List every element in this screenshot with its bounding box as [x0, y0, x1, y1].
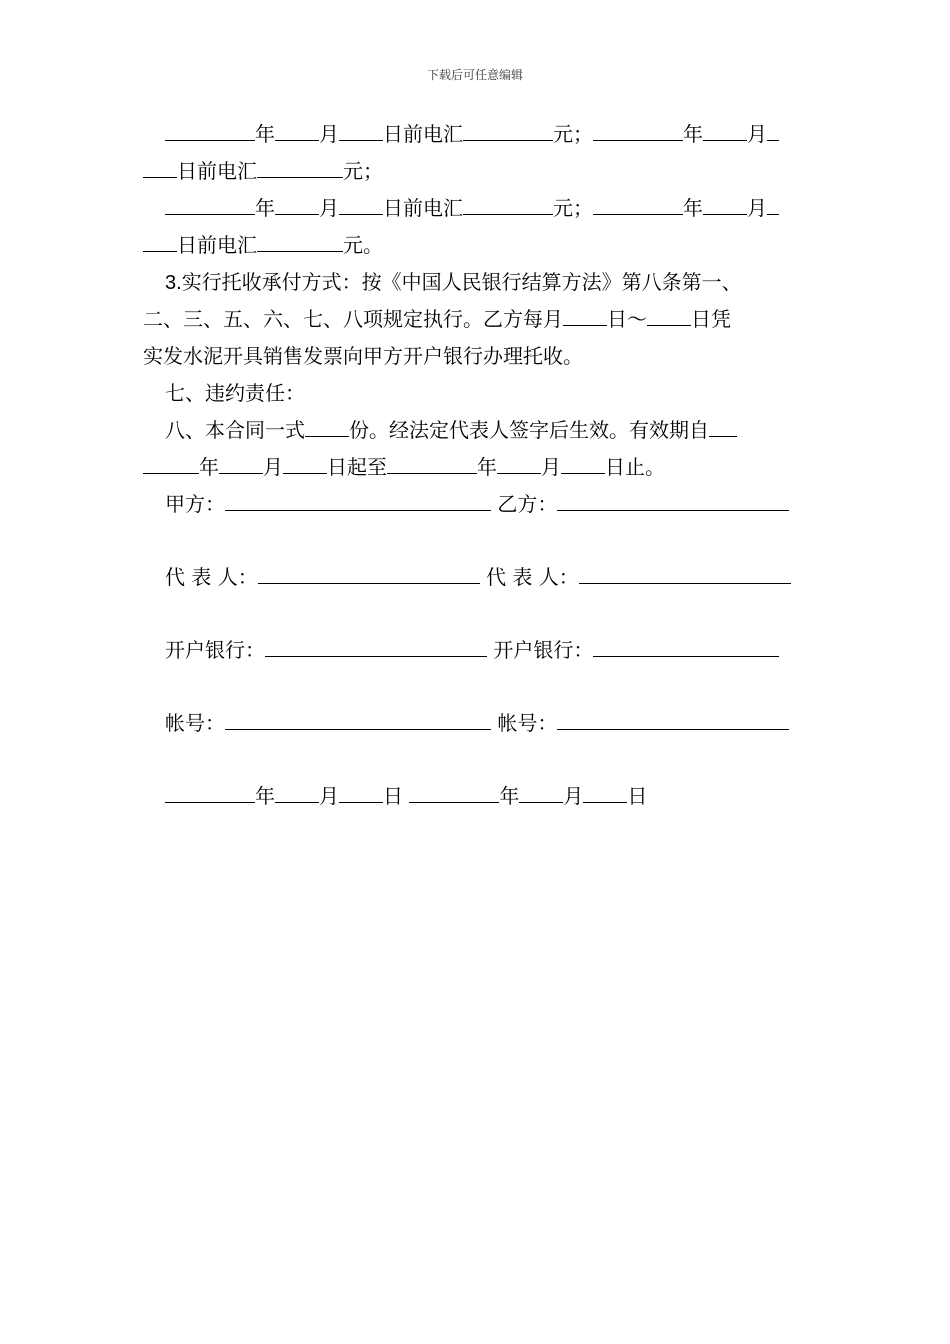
blank-field	[165, 801, 255, 803]
clause-3-line-2: 二、三、五、六、七、八项规定执行。乙方每月 日～ 日凭	[143, 307, 731, 331]
clause-3-line-1: 3.实行托收承付方式：按《中国人民银行结算方法》第八条第一、	[165, 270, 742, 294]
blank-field	[563, 324, 607, 326]
party-line	[143, 486, 813, 559]
blank-field	[703, 213, 747, 215]
blank-field	[561, 472, 605, 474]
representative-line	[143, 559, 813, 632]
blank-field	[143, 472, 199, 474]
clause-8-line-1: 八、本合同一式 份。经法定代表人签字后生效。有效期自	[143, 412, 813, 449]
account-b-field	[557, 728, 789, 730]
payment-line-2a: 年 月 日前电汇 元； 年 月	[143, 190, 813, 227]
payment-line-1a: 年 月 日前电汇 元； 年 月	[143, 116, 813, 153]
blank-field	[339, 801, 383, 803]
payment-line-2b: 日前电汇 元。	[143, 227, 813, 264]
party-b-field	[557, 509, 789, 511]
rep-a-label: 代 表 人：	[165, 565, 258, 589]
blank-field	[257, 250, 343, 252]
signature-date-line: 年 月 日 年 月 日	[143, 778, 813, 815]
blank-field	[165, 213, 255, 215]
rep-b-label: 代 表 人：	[486, 565, 579, 589]
bank-b-label: 开户银行：	[493, 638, 594, 662]
page-header: 下载后可任意编辑	[426, 68, 523, 82]
contract-body	[143, 116, 813, 815]
blank-field	[219, 472, 263, 474]
blank-field	[709, 435, 737, 437]
clause-8-line-2: 年 月 日起至 年 月 日止。	[143, 449, 813, 486]
blank-field	[767, 139, 779, 141]
blank-field	[339, 139, 383, 141]
bank-a-field	[265, 655, 487, 657]
blank-field	[583, 801, 627, 803]
account-line	[143, 705, 813, 778]
party-a-label: 甲方：	[165, 492, 225, 516]
blank-field	[305, 435, 349, 437]
blank-field	[519, 801, 563, 803]
rep-b-field	[579, 582, 791, 584]
account-a-label: 帐号：	[165, 711, 225, 735]
clause-3-line-3: 实发水泥开具销售发票向甲方开户银行办理托收。	[143, 344, 583, 368]
party-b-label: 乙方：	[497, 492, 558, 516]
blank-field	[275, 213, 319, 215]
blank-field	[283, 472, 327, 474]
blank-field	[275, 801, 319, 803]
blank-field	[143, 176, 177, 178]
blank-field	[409, 801, 499, 803]
blank-field	[257, 176, 343, 178]
blank-field	[463, 213, 553, 215]
blank-field	[463, 139, 553, 141]
blank-field	[497, 472, 541, 474]
blank-field	[387, 472, 477, 474]
blank-field	[593, 139, 683, 141]
payment-line-1b: 日前电汇 元；	[143, 153, 813, 190]
account-a-field	[225, 728, 491, 730]
bank-line	[143, 632, 813, 705]
blank-field	[703, 139, 747, 141]
party-a-field	[225, 509, 491, 511]
blank-field	[593, 213, 683, 215]
bank-b-field	[593, 655, 779, 657]
blank-field	[339, 213, 383, 215]
bank-a-label: 开户银行：	[165, 638, 265, 662]
blank-field	[767, 213, 779, 215]
account-b-label: 帐号：	[497, 711, 558, 735]
rep-a-field	[258, 582, 480, 584]
clause-7: 七、违约责任：	[165, 381, 305, 405]
blank-field	[143, 250, 177, 252]
blank-field	[275, 139, 319, 141]
blank-field	[647, 324, 691, 326]
blank-field	[165, 139, 255, 141]
